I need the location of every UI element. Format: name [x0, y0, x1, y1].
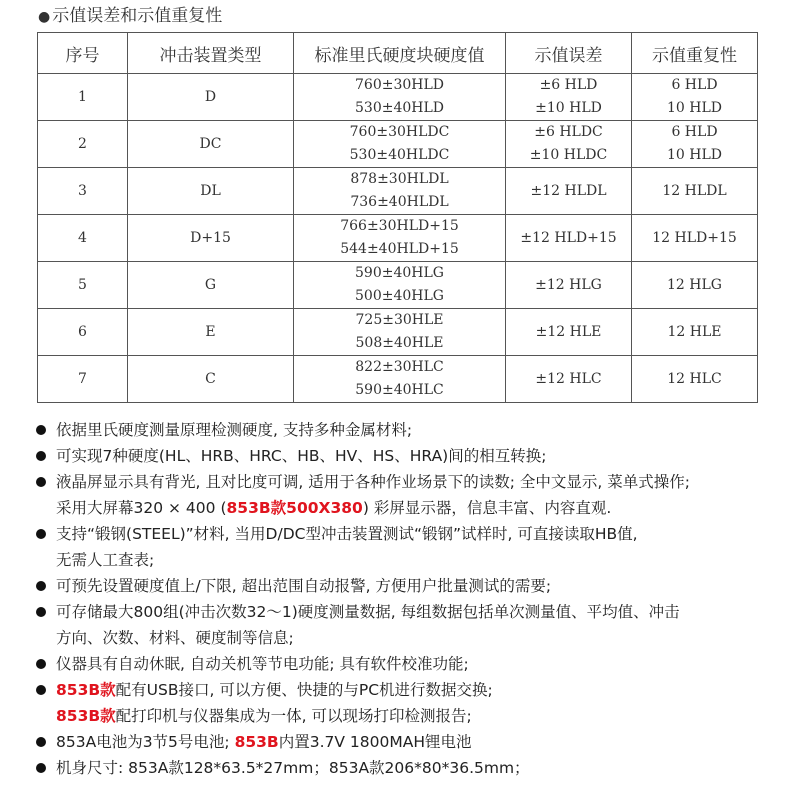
- cell-impact-type-line: DC: [199, 135, 222, 152]
- cell-std-block-line: 736±40HLDL: [350, 194, 449, 210]
- cell-error: [506, 356, 632, 403]
- cell-std-block: [294, 356, 506, 403]
- cell-repeatability-line: 6 HLD: [671, 77, 718, 93]
- feature-line: [56, 677, 796, 703]
- bullet-icon: [36, 529, 46, 539]
- bullet-icon: [36, 685, 46, 695]
- cell-impact-type: [128, 262, 294, 309]
- cell-repeatability-line: 10 HLD: [667, 147, 722, 163]
- feature-line: [56, 651, 796, 677]
- cell-error: [506, 309, 632, 356]
- cell-no-line: 4: [78, 229, 87, 246]
- cell-repeatability-line: 12 HLE: [667, 323, 722, 340]
- feature-item: [36, 729, 796, 755]
- bullet-icon: [36, 581, 46, 591]
- cell-std-block: [294, 121, 506, 168]
- feature-line: [56, 443, 796, 469]
- cell-no: [38, 168, 128, 215]
- cell-repeatability-line: 12 HLG: [667, 276, 722, 293]
- cell-error: [506, 215, 632, 262]
- cell-impact-type-line: DL: [200, 182, 221, 199]
- feature-line: [56, 729, 796, 755]
- cell-no-line: 6: [78, 323, 87, 340]
- feature-line: [56, 469, 796, 495]
- cell-no-line: 3: [78, 182, 87, 199]
- col-header-error: 示值误差: [506, 33, 632, 74]
- cell-impact-type: [128, 168, 294, 215]
- cell-std-block-line: 725±30HLE: [355, 312, 444, 328]
- cell-no: [38, 74, 128, 121]
- feature-line: [56, 495, 796, 521]
- cell-std-block-line: 590±40HLG: [355, 265, 444, 281]
- feature-text: 方向、次数、材料、硬度制等信息;: [56, 629, 294, 647]
- cell-std-block: [294, 215, 506, 262]
- feature-line: [56, 417, 796, 443]
- cell-error-line: ±6 HLD: [539, 77, 598, 93]
- cell-error: [506, 121, 632, 168]
- cell-impact-type-line: E: [205, 323, 216, 340]
- cell-std-block-line: 500±40HLG: [355, 288, 444, 304]
- cell-std-block: [294, 168, 506, 215]
- feature-line: [56, 625, 796, 651]
- cell-repeatability: [632, 168, 758, 215]
- feature-item: [36, 521, 796, 573]
- cell-std-block: [294, 74, 506, 121]
- feature-item: [36, 443, 796, 469]
- feature-text: 依据里氏硬度测量原理检测硬度, 支持多种金属材料;: [56, 421, 413, 439]
- cell-repeatability: [632, 74, 758, 121]
- feature-text: 可存储最大800组(冲击次数32～1)硬度测量数据, 每组数据包括单次测量值、平均值、冲击: [56, 603, 680, 621]
- feature-text: 内置3.7V 1800MAH锂电池: [278, 733, 472, 751]
- bullet-icon: [36, 425, 46, 435]
- cell-no: [38, 309, 128, 356]
- feature-text: 采用大屏幕320 × 400 (: [56, 499, 227, 517]
- cell-repeatability: [632, 309, 758, 356]
- model-highlight: 853B款: [56, 707, 116, 725]
- table-row: [38, 356, 758, 403]
- section-title: [38, 4, 222, 29]
- cell-repeatability: [632, 356, 758, 403]
- feature-line: [56, 703, 796, 729]
- feature-text: 支持“锻钢(STEEL)”材料, 当用D/DC型冲击装置测试“锻钢”试样时, 可直接读取HB值,: [56, 525, 638, 543]
- feature-line: [56, 547, 796, 573]
- table-row: [38, 74, 758, 121]
- model-highlight: 853B款: [56, 681, 116, 699]
- bullet-icon: [36, 659, 46, 669]
- feature-text: 配有USB接口, 可以方便、快捷的与PC机进行数据交换;: [115, 681, 493, 699]
- col-header-std: 标准里氏硬度块硬度值: [294, 33, 506, 74]
- cell-repeatability: [632, 121, 758, 168]
- cell-impact-type-line: C: [205, 370, 216, 387]
- spec-table: [37, 32, 758, 403]
- feature-text: 液晶屏显示具有背光, 且对比度可调, 适用于各种作业场景下的读数; 全中文显示, 菜单式操作;: [56, 473, 690, 491]
- feature-line: [56, 599, 796, 625]
- cell-std-block-line: 760±30HLD: [355, 77, 444, 93]
- col-header-type: 冲击装置类型: [128, 33, 294, 74]
- cell-repeatability-line: 10 HLD: [667, 100, 722, 116]
- table-row: [38, 168, 758, 215]
- cell-repeatability: [632, 262, 758, 309]
- bullet-icon: [36, 737, 46, 747]
- feature-text: 可实现7种硬度(HL、HRB、HRC、HB、HV、HS、HRA)间的相互转换;: [56, 447, 547, 465]
- cell-std-block-line: 822±30HLC: [355, 359, 444, 375]
- cell-error-line: ±12 HLG: [535, 276, 602, 293]
- feature-text: 机身尺寸: 853A款128*63.5*27mm；853A款206*80*36.5mm；: [56, 759, 530, 777]
- feature-line: [56, 755, 796, 781]
- cell-error-line: ±6 HLDC: [534, 124, 603, 140]
- cell-error: [506, 74, 632, 121]
- feature-item: [36, 573, 796, 599]
- cell-error: [506, 262, 632, 309]
- cell-std-block-line: 508±40HLE: [355, 335, 444, 351]
- table-row: [38, 215, 758, 262]
- feature-line: [56, 521, 796, 547]
- feature-item: [36, 417, 796, 443]
- bullet-icon: [36, 451, 46, 461]
- cell-error-line: ±12 HLC: [535, 370, 602, 387]
- cell-std-block: [294, 262, 506, 309]
- col-header-repeat: 示值重复性: [632, 33, 758, 74]
- cell-repeatability-line: 12 HLC: [667, 370, 722, 387]
- table-row: [38, 309, 758, 356]
- feature-item: [36, 677, 796, 729]
- cell-std-block-line: 766±30HLD+15: [340, 218, 459, 234]
- cell-error-line: ±12 HLD+15: [520, 229, 617, 246]
- cell-error: [506, 168, 632, 215]
- feature-item: [36, 599, 796, 651]
- feature-list: [36, 417, 796, 781]
- cell-impact-type: [128, 356, 294, 403]
- feature-text: 可预先设置硬度值上/下限, 超出范围自动报警, 方便用户批量测试的需要;: [56, 577, 552, 595]
- feature-item: [36, 651, 796, 677]
- cell-std-block-line: 760±30HLDC: [349, 124, 450, 140]
- cell-error-line: ±12 HLE: [535, 323, 602, 340]
- bullet-icon: [36, 763, 46, 773]
- model-highlight: 853B: [234, 733, 279, 751]
- cell-repeatability-line: 6 HLD: [671, 124, 718, 140]
- cell-no: [38, 215, 128, 262]
- feature-text: ) 彩屏显示器，信息丰富、内容直观.: [362, 499, 612, 517]
- cell-error-line: ±10 HLDC: [529, 147, 608, 163]
- feature-text: 仪器具有自动休眠, 自动关机等节电功能; 具有软件校准功能;: [56, 655, 469, 673]
- cell-no: [38, 121, 128, 168]
- feature-item: [36, 755, 796, 781]
- cell-std-block-line: 530±40HLDC: [349, 147, 450, 163]
- cell-repeatability-line: 12 HLD+15: [652, 229, 737, 246]
- feature-text: 853A电池为3节5号电池;: [56, 733, 235, 751]
- cell-no: [38, 356, 128, 403]
- cell-no: [38, 262, 128, 309]
- cell-impact-type-line: D: [204, 88, 217, 105]
- cell-error-line: ±10 HLD: [535, 100, 602, 116]
- cell-impact-type-line: G: [204, 276, 217, 293]
- cell-repeatability-line: 12 HLDL: [662, 182, 727, 199]
- cell-std-block-line: 590±40HLC: [355, 382, 444, 398]
- feature-text: 配打印机与仪器集成为一体, 可以现场打印检测报告;: [115, 707, 472, 725]
- cell-impact-type: [128, 74, 294, 121]
- cell-std-block-line: 544±40HLD+15: [340, 241, 459, 257]
- cell-repeatability: [632, 215, 758, 262]
- table-header-row: [38, 33, 758, 74]
- cell-std-block-line: 530±40HLD: [355, 100, 444, 116]
- cell-no-line: 2: [78, 135, 87, 152]
- bullet-icon: ●: [38, 9, 51, 25]
- feature-line: [56, 573, 796, 599]
- feature-text: 无需人工查表;: [56, 551, 155, 569]
- cell-no-line: 1: [78, 88, 87, 105]
- cell-no-line: 5: [78, 276, 87, 293]
- cell-impact-type: [128, 309, 294, 356]
- cell-std-block-line: 878±30HLDL: [350, 171, 449, 187]
- model-highlight: 853B款500X380: [226, 499, 363, 517]
- section-title-text: 示值误差和示值重复性: [52, 6, 223, 26]
- cell-impact-type: [128, 215, 294, 262]
- feature-item: [36, 469, 796, 521]
- cell-std-block: [294, 309, 506, 356]
- table-row: [38, 121, 758, 168]
- table-row: [38, 262, 758, 309]
- bullet-icon: [36, 477, 46, 487]
- cell-impact-type-line: D+15: [190, 229, 231, 246]
- col-header-no: 序号: [38, 33, 128, 74]
- cell-no-line: 7: [78, 370, 87, 387]
- bullet-icon: [36, 607, 46, 617]
- cell-impact-type: [128, 121, 294, 168]
- cell-error-line: ±12 HLDL: [530, 182, 607, 199]
